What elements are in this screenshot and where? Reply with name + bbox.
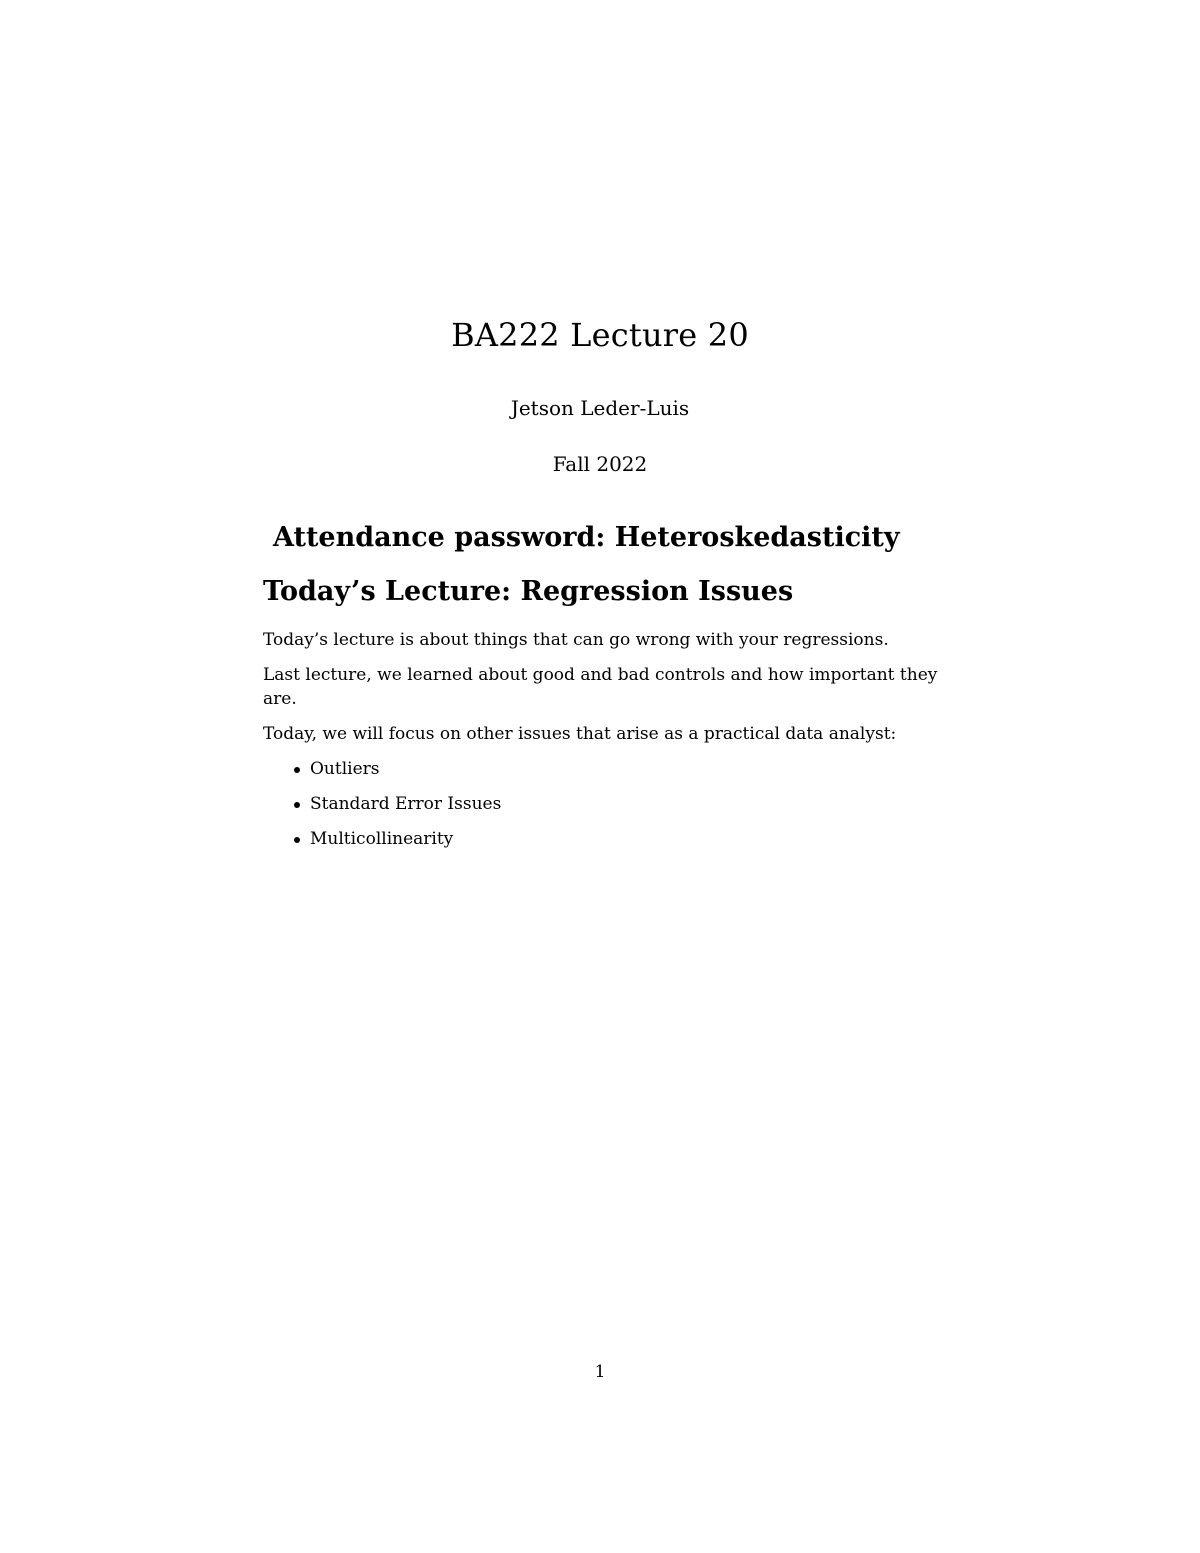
bullet-icon xyxy=(294,767,300,773)
list-item-label: Outliers xyxy=(310,759,380,779)
document-date: Fall 2022 xyxy=(552,452,648,476)
paragraph-last-lecture: Last lecture, we learned about good and bad controls and how important they are. xyxy=(263,665,938,709)
list-item xyxy=(263,757,501,781)
list-item xyxy=(263,792,501,816)
section-heading: Today’s Lecture: Regression Issues xyxy=(263,576,794,607)
page-number: 1 xyxy=(594,1362,606,1382)
bullet-icon xyxy=(294,837,300,843)
issues-list xyxy=(263,757,501,862)
document-author: Jetson Leder-Luis xyxy=(510,396,690,420)
list-item-label: Multicollinearity xyxy=(310,829,454,849)
bullet-icon xyxy=(294,802,300,808)
list-item xyxy=(263,827,501,851)
document-title: BA222 Lecture 20 xyxy=(451,316,749,354)
list-item-label: Standard Error Issues xyxy=(310,794,502,814)
paragraph-intro: Today’s lecture is about things that can go wrong with your regressions. xyxy=(263,630,889,650)
attendance-password-heading: Attendance password: Heteroskedasticity xyxy=(273,522,900,553)
paragraph-today-focus: Today, we will focus on other issues that arise as a practical data analyst: xyxy=(263,724,897,744)
